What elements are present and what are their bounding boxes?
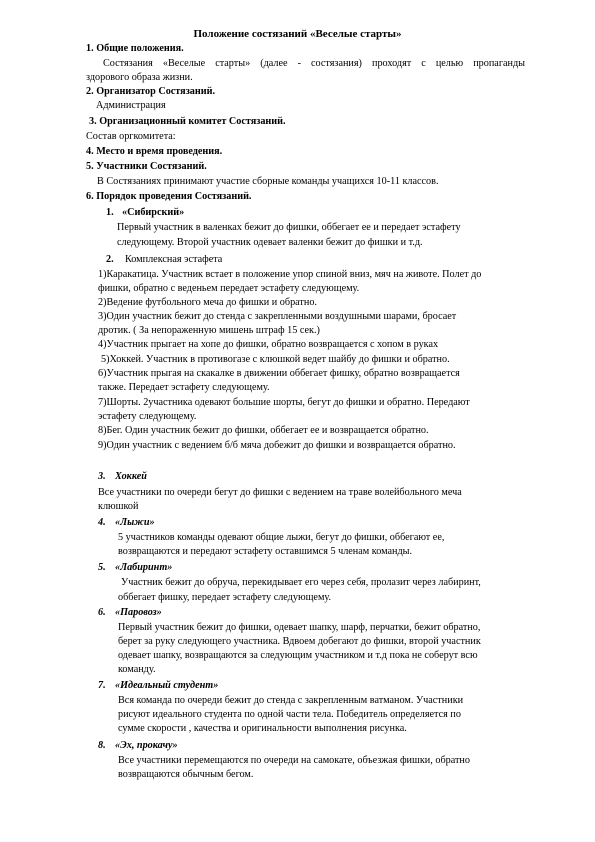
- relay-item-5: 5)Хоккей. Участник в противогазе с клюшкой ведет шайбу до фишки и обратно.: [101, 354, 450, 365]
- relay-item-6-cont: также. Передает эстафету следующему.: [98, 382, 270, 393]
- stage-1-text: Первый участник в валенках бежит до фишки, оббегает ее и передает эстафету: [117, 222, 461, 233]
- stage-8-text-cont: возвращаются обычным бегом.: [118, 769, 254, 780]
- stage-7-text-cont-2: сумме скорости , качества и оригинальности выполнения рисунка.: [118, 723, 407, 734]
- stage-6-title: «Паровоз»: [115, 607, 162, 618]
- stage-5-text: Участник бежит до обруча, перекидывает его через себя, пролазит через лабиринт,: [121, 577, 481, 588]
- stage-8-text: Все участники перемещаются по очереди на самокате, объезжая фишки, обратно: [118, 755, 470, 766]
- stage-8-number: 8.: [98, 740, 106, 751]
- relay-item-2: 2)Ведение футбольного меча до фишки и обратно.: [98, 297, 317, 308]
- relay-item-7: 7)Шорты. 2участника одевают большие шорты, бегут до фишки и обратно. Передают: [98, 397, 470, 408]
- relay-item-6: 6)Участник прыгая на скакалке в движении оббегает фишку, обратно возвращается: [98, 368, 460, 379]
- document-title: Положение состязаний «Веселые старты»: [193, 28, 402, 40]
- relay-item-9: 9)Один участник с ведением б/б мяча добежит до фишки и возвращается обратно.: [98, 440, 456, 451]
- relay-item-3-cont: дротик. ( За непораженную мишень штраф 15 сек.): [98, 325, 320, 336]
- stage-7-number: 7.: [98, 680, 106, 691]
- relay-item-1-cont: фишки, обратно с веденьем передает эстафету следующему.: [98, 283, 360, 294]
- stage-3-title: Хоккей: [115, 471, 147, 482]
- stage-5-title: «Лабиринт»: [115, 562, 173, 573]
- relay-item-3: 3)Один участник бежит до стенда с закрепленными воздушными шарами, бросает: [98, 311, 457, 322]
- section-1-heading: 1. Общие положения.: [86, 43, 184, 54]
- section-1-text: Состязания «Веселые старты» (далее - состязания) проходят с целью пропаганды: [103, 58, 525, 69]
- stage-1-title: «Сибирский»: [122, 207, 185, 218]
- stage-4-number: 4.: [98, 517, 106, 528]
- section-5-heading: 5. Участники Состязаний.: [86, 161, 207, 172]
- section-2-text: Администрация: [96, 100, 166, 111]
- relay-item-4: 4)Участник прыгает на хопе до фишки, обратно возвращается с хопом в руках: [98, 339, 439, 350]
- section-2-heading: 2. Организатор Состязаний.: [86, 86, 216, 97]
- stage-6-text: Первый участник бежит до фишки, одевает шапку, шарф, перчатки, бежит обратно,: [118, 622, 481, 633]
- stage-8-title: «Эх, прокачу»: [115, 740, 178, 751]
- stage-4-text-cont: возвращаются и передают эстафету оставшимся 5 членам команды.: [118, 546, 413, 557]
- stage-2-number: 2.: [106, 254, 114, 265]
- section-5-text: В Состязаниях принимают участие сборные команды учащихся 10-11 классов.: [97, 176, 439, 187]
- stage-1-text-cont: следующему. Второй участник одевает валенки бежит до фишки и т.д.: [117, 237, 423, 248]
- section-3-text: Состав оргкомитета:: [86, 131, 176, 142]
- stage-6-number: 6.: [98, 607, 106, 618]
- stage-3-number: 3.: [98, 471, 106, 482]
- stage-7-text-cont-1: рисуют идеального студента по одной части тела. Победитель определяется по: [118, 709, 461, 720]
- stage-1-number: 1.: [106, 207, 114, 218]
- stage-5-text-cont: оббегает фишку, передает эстафету следующему.: [118, 592, 332, 603]
- stage-3-text: Все участники по очереди бегут до фишки с ведением на траве волейбольного меча: [98, 487, 462, 498]
- stage-4-title: «Лыжи»: [115, 517, 155, 528]
- stage-6-text-cont-1: берет за руку следующего участника. Вдвоем добегают до фишки, второй участник: [118, 636, 481, 647]
- stage-7-title: «Идеальный студент»: [115, 680, 219, 691]
- stage-3-text-cont: клюшкой: [98, 501, 139, 512]
- section-3-heading: 3. Организационный комитет Состязаний.: [89, 116, 286, 127]
- stage-4-text: 5 участников команды одевают общие лыжи, бегут до фишки, оббегают ее,: [118, 532, 445, 543]
- stage-2-title: Комплексная эстафета: [125, 254, 223, 265]
- section-1-text-cont: здорового образа жизни.: [86, 72, 193, 83]
- section-6-heading: 6. Порядок проведения Состязаний.: [86, 191, 252, 202]
- stage-5-number: 5.: [98, 562, 106, 573]
- relay-item-1: 1)Каракатица. Участник встает в положение упор спиной вниз, мяч на животе. Полет до: [98, 269, 482, 280]
- stage-6-text-cont-3: команду.: [118, 664, 156, 675]
- stage-7-text: Вся команда по очереди бежит до стенда с закрепленным ватманом. Участники: [118, 695, 464, 706]
- relay-item-7-cont: эстафету следующему.: [98, 411, 197, 422]
- section-4-heading: 4. Место и время проведения.: [86, 146, 223, 157]
- stage-6-text-cont-2: одевает шапку, возвращаются за следующим участником и т.д пока не соберут всю: [118, 650, 478, 661]
- relay-item-8: 8)Бег. Один участник бежит до фишки, оббегает ее и возвращается обратно.: [98, 425, 429, 436]
